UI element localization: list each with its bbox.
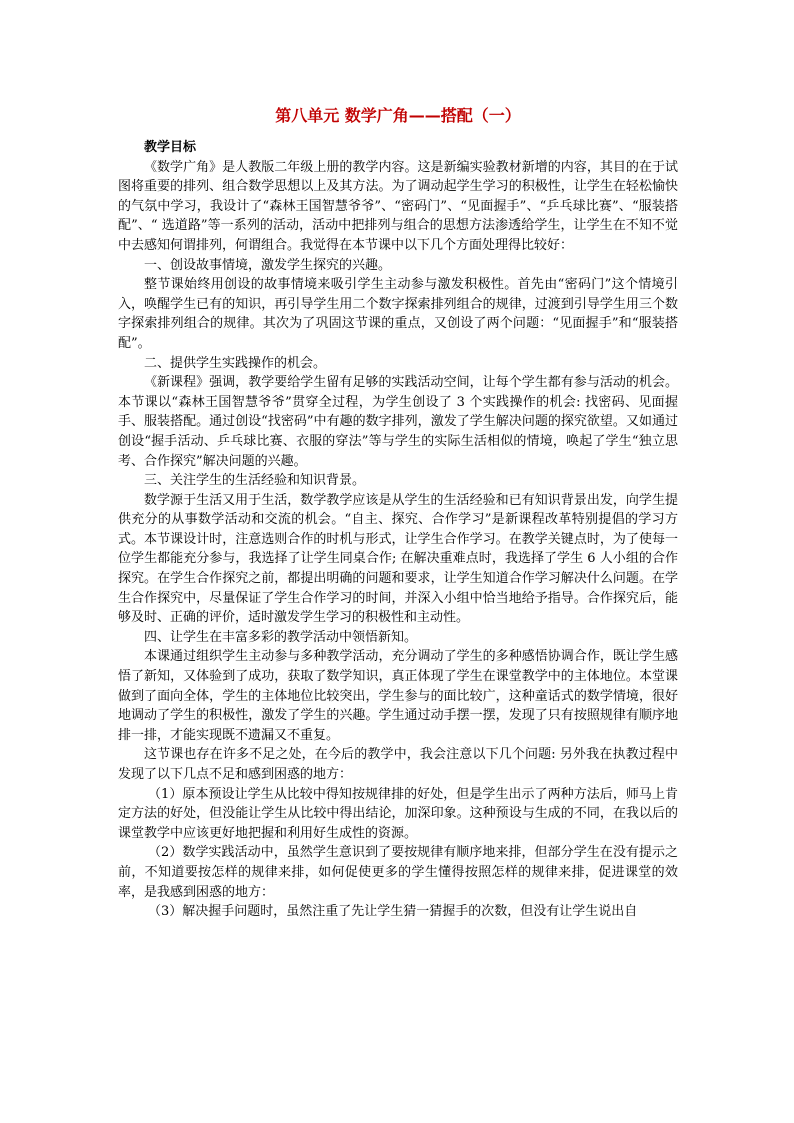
paragraph-intro: 《数学广角》是人教版二年级上册的教学内容。这是新编实验教材新增的内容，其目的在于试图将重要的排列、组合数学思想以上及其方法。为了调动起学生学习的积极性，让学生在轻松愉快的气氛中学习，我设计了“森林王国智慧爷爷”、“密码门”、“见面握手”、“乒乓球比赛”、“服装搭配”、“ 选道路”等一系列的活动，活动中把排列与组合的思想方法渗透给学生，让学生在不知不觉中去感知何谓排列，何谓组合。我觉得在本节课中以下几个方面处理得比较好： xyxy=(118,159,678,253)
paragraph-practice: 《新课程》强调，教学要给学生留有足够的实践活动空间，让每个学生都有参与活动的机会。本节课以“森林王国智慧爷爷”贯穿全过程，为学生创设了 3 个实践操作的机会: 找密码、见面握手、服装搭配。通过创设“找密码”中有趣的数字排列，激发了学生解决问题的探究欲望。又如通过创设“握手活动、乒乓球比赛、衣服的穿法”等与学生的实际生活相似的情境，唤起了学生“独立思考、合作探究”解决问题的兴趣。 xyxy=(118,375,678,469)
paragraph-heading-1: 一、创设故事情境，激发学生探究的兴趣。 xyxy=(144,257,392,273)
document-title: 第八单元 数学广角——搭配（一） xyxy=(275,106,521,125)
paragraph-point-2: （2）数学实践活动中，虽然学生意识到了要按规律有顺序地来排，但部分学生在没有提示之前，不知道要按怎样的规律来排，如何促使更多的学生懂得按照怎样的规律来排，促进课堂的效率，是我感到困惑的地方： xyxy=(118,845,678,900)
paragraph-heading-3: 三、关注学生的生活经验和知识背景。 xyxy=(144,473,366,489)
paragraph-heading-4: 四、让学生在丰富多彩的教学活动中领悟新知。 xyxy=(144,629,418,645)
paragraph-activities: 本课通过组织学生主动参与多种教学活动，充分调动了学生的多种感悟协调合作，既让学生感悟了新知，又体验到了成功，获取了数学知识，真正体现了学生在课堂教学中的主体地位。本堂课做到了面向全体，学生的主体地位比较突出，学生参与的面比较广，这种童话式的数学情境，很好地调动了学生的积极性，激发了学生的兴趣。学生通过动手摆一摆，发现了只有按照规律有顺序地排一排，才能实现既不遗漏又不重复。 xyxy=(118,649,678,743)
paragraph-experience: 数学源于生活又用于生活，数学教学应该是从学生的生活经验和已有知识背景出发，向学生提供充分的从事数学活动和交流的机会。“自主、探究、合作学习”是新课程改革特别提倡的学习方式。本节课设计时，注意选则合作的时机与形式，让学生合作学习。在教学关键点时，为了使每一位学生都能充分参与，我选择了让学生同桌合作; 在解决重难点时，我选择了学生 6 人小组的合作探究。在学生合作探究之前，都提出明确的问题和要求，让学生知道合作学习解决什么问题。在学生合作探究中，尽量保证了学生合作学习的时间，并深入小组中恰当地给予指导。合作探究后，能够及时、正确的评价，适时激发学生学习的积极性和主动性。 xyxy=(118,492,678,626)
paragraph-story: 整节课始终用创设的故事情境来吸引学生主动参与激发积极性。首先由“密码门”这个情境引入，唤醒学生已有的知识，再引导学生用二个数字探索排列组合的规律，过渡到引导学生用三个数字探索排列组合的规律。其次为了巩固这节课的重点，又创设了两个问题：“见面握手”和“服装搭配”。 xyxy=(118,277,678,351)
paragraph-shortcomings: 这节课也存在许多不足之处，在今后的教学中，我会注意以下几个问题: 另外我在执教过程中发现了以下几点不足和感到困惑的地方： xyxy=(118,747,678,782)
paragraph-point-3: （3）解决握手问题时，虽然注重了先让学生猜一猜握手的次数，但没有让学生说出自 xyxy=(148,904,638,920)
paragraph-heading-2: 二、提供学生实践操作的机会。 xyxy=(144,355,327,371)
paragraph-point-1: （1）原本预设让学生从比较中得知按规律排的好处，但是学生出示了两种方法后，师马上肯定方法的好处，但没能让学生从比较中得出结论，加深印象。这种预设与生成的不同，在我以后的课堂教学中应该更好地把握和利用好生成性的资源。 xyxy=(118,786,678,841)
section-heading: 教学目标 xyxy=(144,140,197,155)
document-page xyxy=(118,104,678,922)
